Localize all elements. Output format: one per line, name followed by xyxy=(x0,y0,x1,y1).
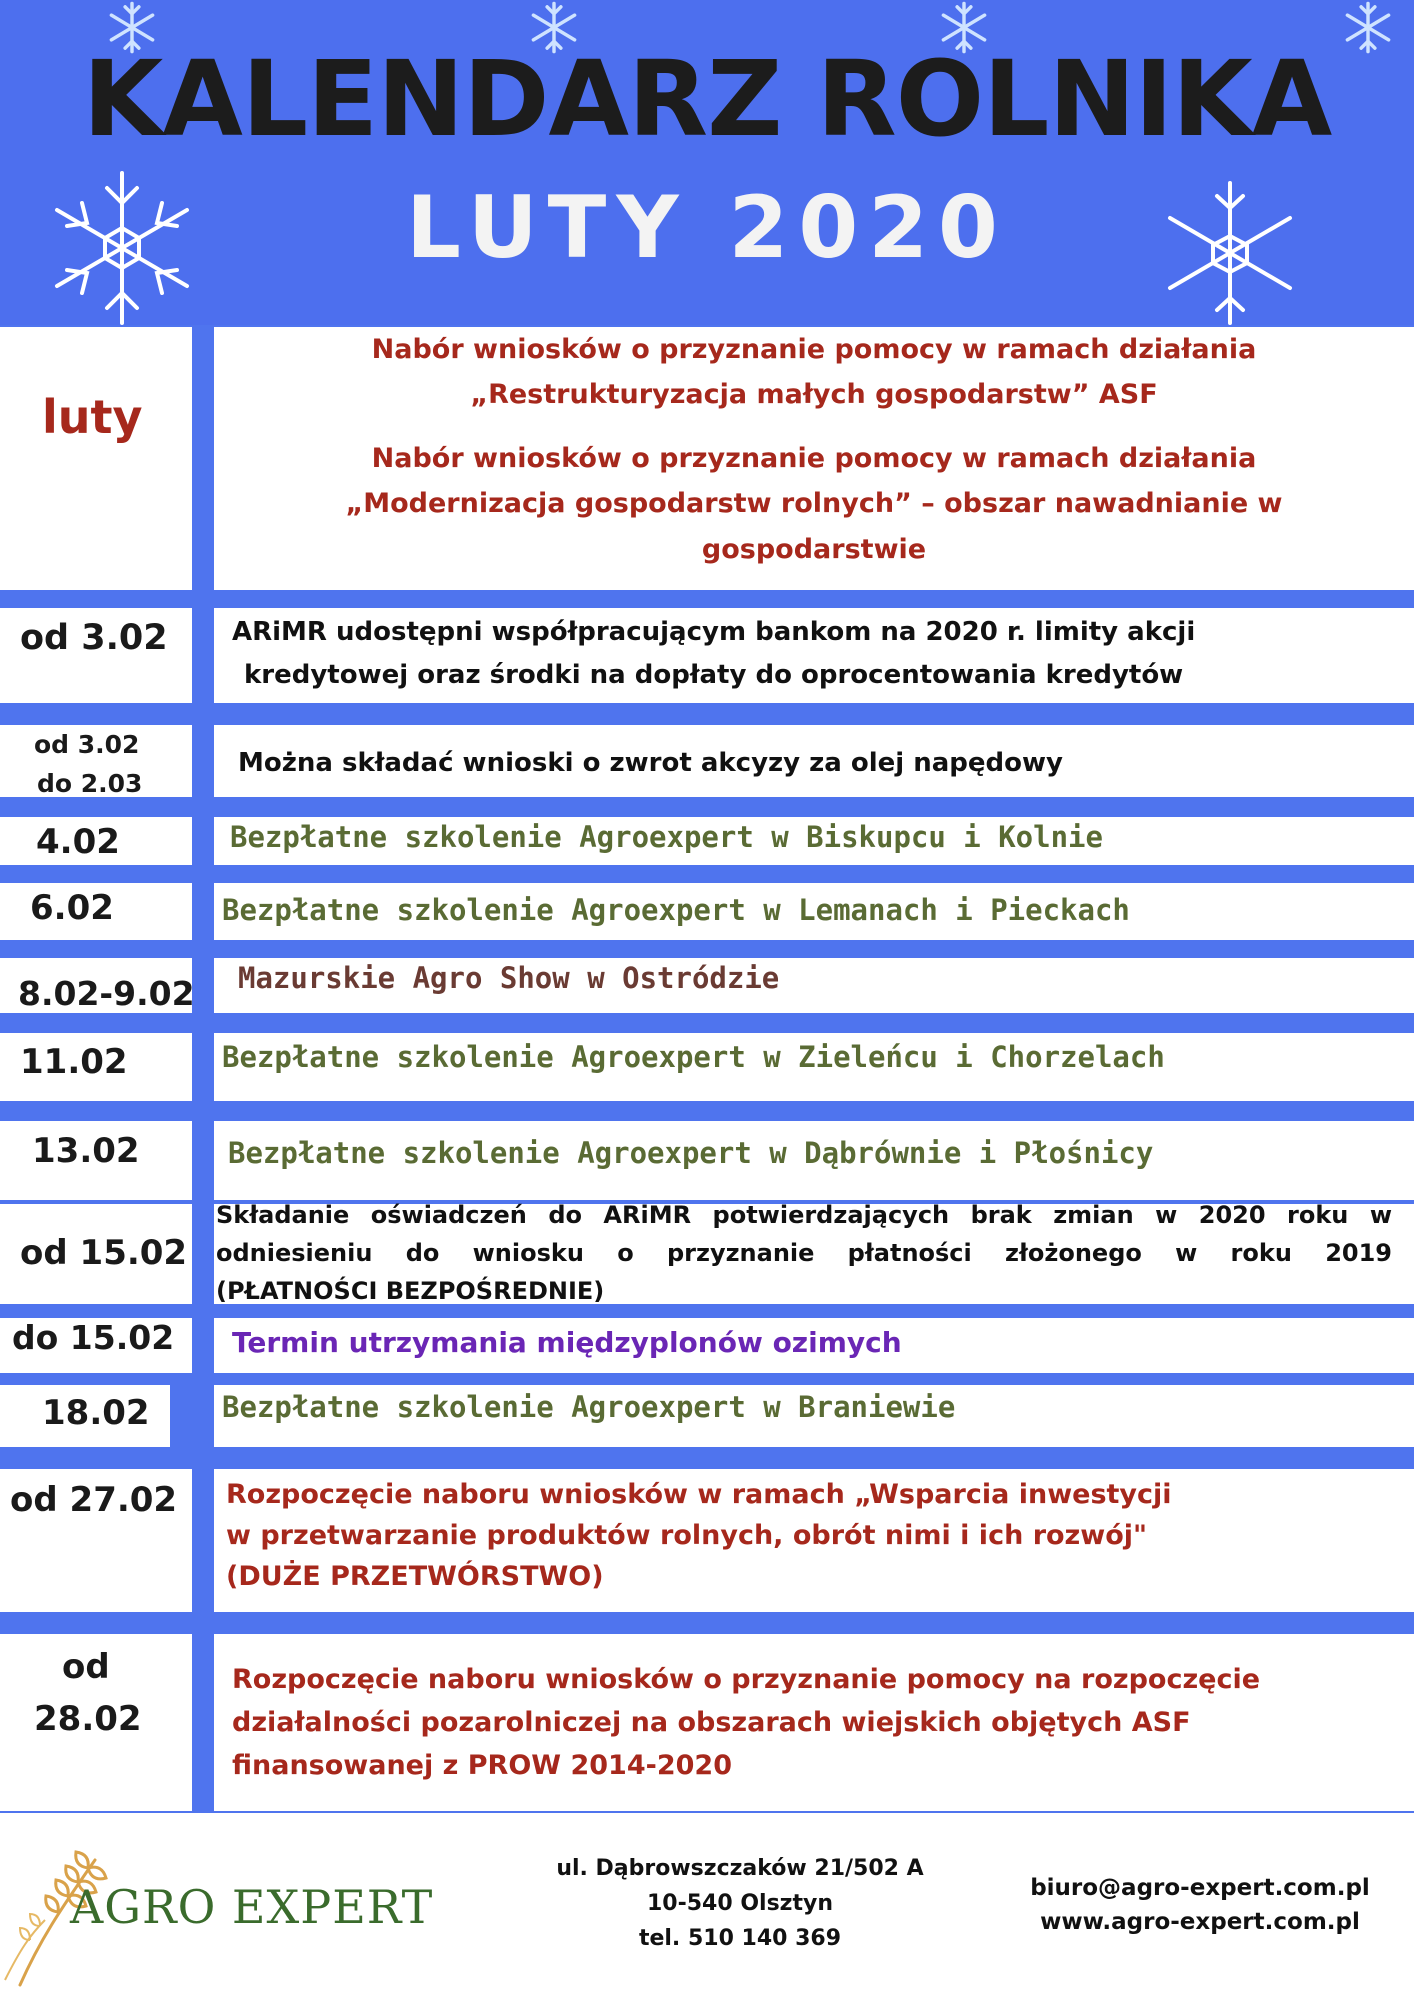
row-text-line: „Modernizacja gospodarstw rolnych” – obszar nawadnianie w xyxy=(345,488,1283,519)
website-link[interactable]: www.agro-expert.com.pl xyxy=(1040,1909,1360,1935)
row-text-line: Nabór wniosków o przyznanie pomocy w ramach działania xyxy=(371,443,1257,474)
row-date: 4.02 xyxy=(36,822,120,862)
row-text: Bezpłatne szkolenie Agroexpert w Braniewie xyxy=(222,1390,956,1424)
page-subtitle: LUTY 2020 xyxy=(406,178,1008,278)
row-text-line: gospodarstwie xyxy=(701,534,927,565)
row-date: od 3.02 xyxy=(34,730,140,759)
row-date: od 15.02 xyxy=(20,1233,188,1273)
email-link[interactable]: biuro@agro-expert.com.pl xyxy=(1030,1875,1370,1901)
row-text-line: w przetwarzanie produktów rolnych, obrót nimi i ich rozwój" xyxy=(226,1520,1148,1551)
row-text: Termin utrzymania międzyplonów ozimych xyxy=(232,1326,902,1359)
row-text: Bezpłatne szkolenie Agroexpert w Lemanach i Pieckach xyxy=(222,893,1130,927)
row-text-line: ARiMR udostępni współpracującym bankom na 2020 r. limity akcji xyxy=(232,617,1196,647)
row-date: 13.02 xyxy=(32,1131,140,1171)
row-text: Mazurskie Agro Show w Ostródzie xyxy=(238,961,780,995)
phone-line: tel. 510 140 369 xyxy=(638,1926,842,1951)
row-text: Bezpłatne szkolenie Agroexpert w Dąbrównie i Płośnicy xyxy=(228,1136,1154,1170)
row-text-line: działalności pozarolniczej na obszarach wiejskich objętych ASF xyxy=(232,1707,1191,1738)
row-text: Bezpłatne szkolenie Agroexpert w Zieleńcu i Chorzelach xyxy=(222,1040,1165,1074)
row-text-line: kredytowej oraz środki na dopłaty do oprocentowania kredytów xyxy=(244,660,1184,690)
row-date: 6.02 xyxy=(30,888,114,928)
page-title: KALENDARZ ROLNIKA xyxy=(82,38,1332,160)
company-logo: AGRO EXPERT xyxy=(70,1880,434,1934)
row-text-line: Nabór wniosków o przyznanie pomocy w ramach działania xyxy=(371,334,1257,365)
row-text-line: Rozpoczęcie naboru wniosków o przyznanie pomocy na rozpoczęcie xyxy=(232,1664,1261,1695)
row-date: od 27.02 xyxy=(10,1480,178,1520)
row-date: od 3.02 xyxy=(20,618,168,658)
row-text-line: odniesieniu do wniosku o przyznanie płatności złożonego w roku 2019 xyxy=(216,1239,1392,1267)
row-date: od xyxy=(62,1647,110,1687)
row-text-line: (PŁATNOŚCI BEZPOŚREDNIE) xyxy=(216,1277,605,1305)
row-date: 18.02 xyxy=(42,1393,150,1433)
address-line: 10-540 Olsztyn xyxy=(647,1891,833,1916)
row-date: 28.02 xyxy=(34,1699,142,1739)
row-date: 11.02 xyxy=(20,1042,128,1082)
row-text: Bezpłatne szkolenie Agroexpert w Biskupcu i Kolnie xyxy=(230,820,1103,854)
address-line: ul. Dąbrowszczaków 21/502 A xyxy=(556,1856,924,1881)
row-text-line: finansowanej z PROW 2014-2020 xyxy=(232,1750,732,1781)
row-text-line: (DUŻE PRZETWÓRSTWO) xyxy=(226,1561,604,1592)
row-date: do 2.03 xyxy=(37,769,143,798)
row-text-line: „Restrukturyzacja małych gospodarstw” ASF xyxy=(470,379,1158,410)
row-date: luty xyxy=(42,390,143,444)
row-text-line: Składanie oświadczeń do ARiMR potwierdzających brak zmian w 2020 roku w xyxy=(216,1201,1392,1229)
row-date: do 15.02 xyxy=(12,1318,175,1357)
row-text-line: Rozpoczęcie naboru wniosków w ramach „Wsparcia inwestycji xyxy=(226,1479,1172,1510)
row-date: 8.02-9.02 xyxy=(18,974,195,1013)
row-text: Można składać wnioski o zwrot akcyzy za olej napędowy xyxy=(238,748,1063,778)
